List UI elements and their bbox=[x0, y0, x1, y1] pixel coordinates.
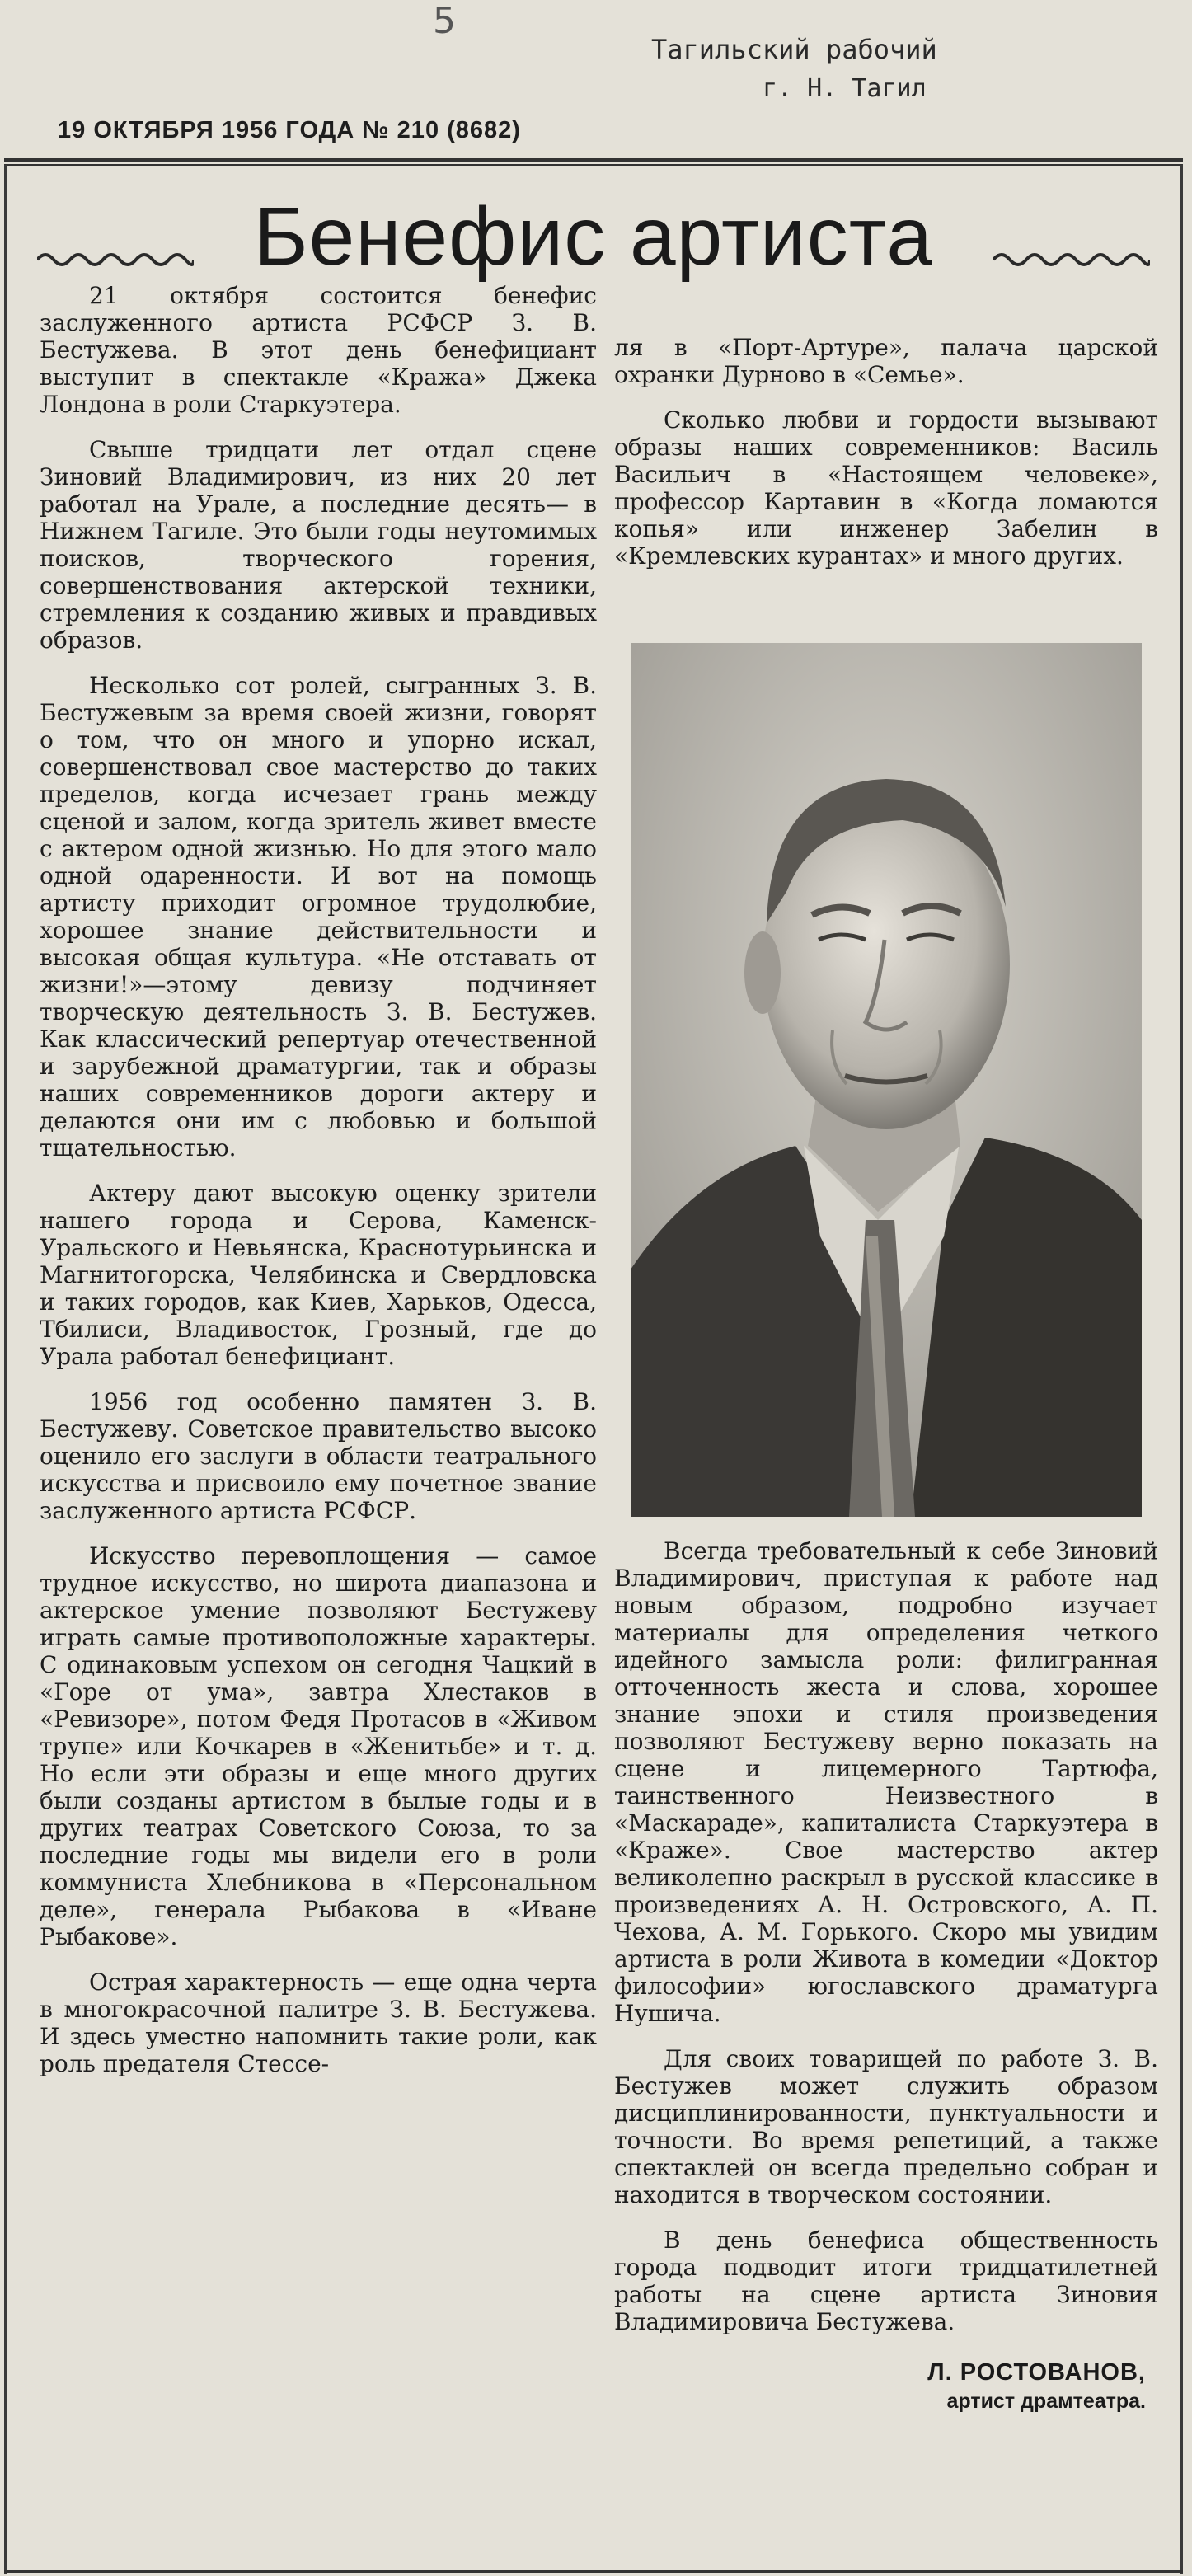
headline-ornament-right bbox=[993, 247, 1150, 272]
source-stamp bbox=[651, 30, 1080, 109]
paragraph: ля в «Порт-Артуре», палача царской охранки Дурново в «Семье». bbox=[614, 334, 1158, 388]
paragraph: Актеру дают высокую оценку зрители нашего города и Серова, Каменск-Уральского и Невьянска, Краснотурьинска и Магнитогорска, Челябинска и Свердловска и таких городов, как Киев, Харьков, Одесса, Тбилиси, Владивосток, Грозный, где до Урала работал бенефициант. bbox=[40, 1180, 597, 1370]
paragraph: Свыше тридцати лет отдал сцене Зиновий Владимирович, из них 20 лет работал на Урале, а последние десять— в Нижнем Тагиле. Это были годы неутомимых поисков, творческого горения, совершенствования актерской техники, стремления к созданию живых и правдивых образов. bbox=[40, 436, 597, 654]
paragraph: Несколько сот ролей, сыгранных З. В. Бестужевым за время своей жизни, говорят о том, что он много и упорно искал, совершенствовал свое мастерство до таких пределов, когда исчезает грань между сценой и залом, когда зритель живет вместе с актером одной жизнью. Но для этого мало одной одаренности. И вот на помощь артисту приходит огромное трудолюбие, хорошее знание действительности и высокая общая культура. «Не отставать от жизни!»—этому девизу подчиняет творческую деятельность З. В. Бестужев. Как классический репертуар отечественной и зарубежной драматургии, так и образы наших современников дороги актеру и делаются они им с любовью и большой тщательностью. bbox=[40, 672, 597, 1161]
top-rule-thick bbox=[4, 158, 1183, 162]
paragraph: Всегда требовательный к себе Зиновий Владимирович, приступая к работе над новым образом, подробно изучает материалы для определения четкого идейного замысла роли: филигранная отточенность жеста и слова, хорошее знание эпохи и стиля произведения позволяют Бестужеву верно показать на сцене и лицемерного Тартюфа, таинственного Неизвестного в «Маскараде», капиталиста Старкуэтера в «Краже». Свое мастерство актер великолепно раскрыл в русской классике в произведениях А. Н. Островского, А. П. Чехова, А. М. Горького. Скоро мы увидим артиста в роли Живота в комедии «Доктор философии» югославского драматурга Нушича. bbox=[614, 1537, 1158, 2027]
paragraph: 21 октября состоится бенефис заслуженного артиста РСФСР З. В. Бестужева. В этот день бенефициант выступит в спектакле «Кража» Джека Лондона в роли Старкуэтера. bbox=[40, 282, 597, 418]
portrait-photo bbox=[631, 643, 1142, 1517]
paragraph: Сколько любви и гордости вызывают образы наших современников: Василь Васильич в «Настоящем человеке», профессор Картавин в «Когда ломаются копья» или инженер Забелин в «Кремлевских курантах» и много других. bbox=[614, 406, 1158, 570]
author-signature bbox=[874, 2358, 1146, 2415]
paragraph: 1956 год особенно памятен З. В. Бестужеву. Советское правительство высоко оценило его заслуги в области театрального искусства и присвоило ему почетное звание заслуженного артиста РСФСР. bbox=[40, 1388, 597, 1524]
article-column-right-top bbox=[614, 334, 1158, 588]
article-column-right-bottom bbox=[614, 1537, 1158, 2353]
handwritten-page-number: 5 bbox=[433, 0, 456, 42]
paragraph: Для своих товарищей по работе З. В. Бестужев может служить образом дисциплинированности, пунктуальности и точности. Во время репетиций, а также спектаклей он всегда предельно собран и находится в творческом состоянии. bbox=[614, 2045, 1158, 2208]
dateline: 19 ОКТЯБРЯ 1956 ГОДА № 210 (8682) bbox=[58, 117, 521, 143]
author-role: артист драмтеатра. bbox=[946, 2390, 1146, 2413]
headline-ornament-left bbox=[37, 247, 194, 272]
author-name: Л. РОСТОВАНОВ, bbox=[927, 2359, 1146, 2386]
paragraph: В день бенефиса общественность города подводит итоги тридцатилетней работы на сцене артиста Зиновия Владимировича Бестужева. bbox=[614, 2226, 1158, 2335]
portrait-illustration bbox=[631, 643, 1142, 1517]
bottom-rule bbox=[4, 2570, 1183, 2573]
article-column-left bbox=[40, 282, 597, 2095]
source-paper-name: Тагильский рабочий bbox=[651, 34, 937, 65]
paragraph: Искусство перевоплощения — самое трудное искусство, но широта диапазона и актерское умение позволяют Бестужеву играть самые противоположные характеры. С одинаковым успехом он сегодня Чацкий в «Горе от ума», завтра Хлестаков в «Ревизоре», потом Федя Протасов в «Живом трупе» или Кочкарев в «Женитьбе» и т. д. Но если эти образы и еще много других были созданы артистом в былые годы и в других театрах Советского Союза, то за последние годы мы видели его в роли коммуниста Хлебникова в «Персональном деле», генерала Рыбакова в «Иване Рыбакове». bbox=[40, 1542, 597, 1950]
source-city: г. Н. Тагил bbox=[763, 74, 927, 103]
paragraph: Острая характерность — еще одна черта в многокрасочной палитре З. В. Бестужева. И здесь уместно напомнить такие роли, как роль предателя Стессе- bbox=[40, 1968, 597, 2077]
article-title: Бенефис артиста bbox=[254, 190, 933, 283]
